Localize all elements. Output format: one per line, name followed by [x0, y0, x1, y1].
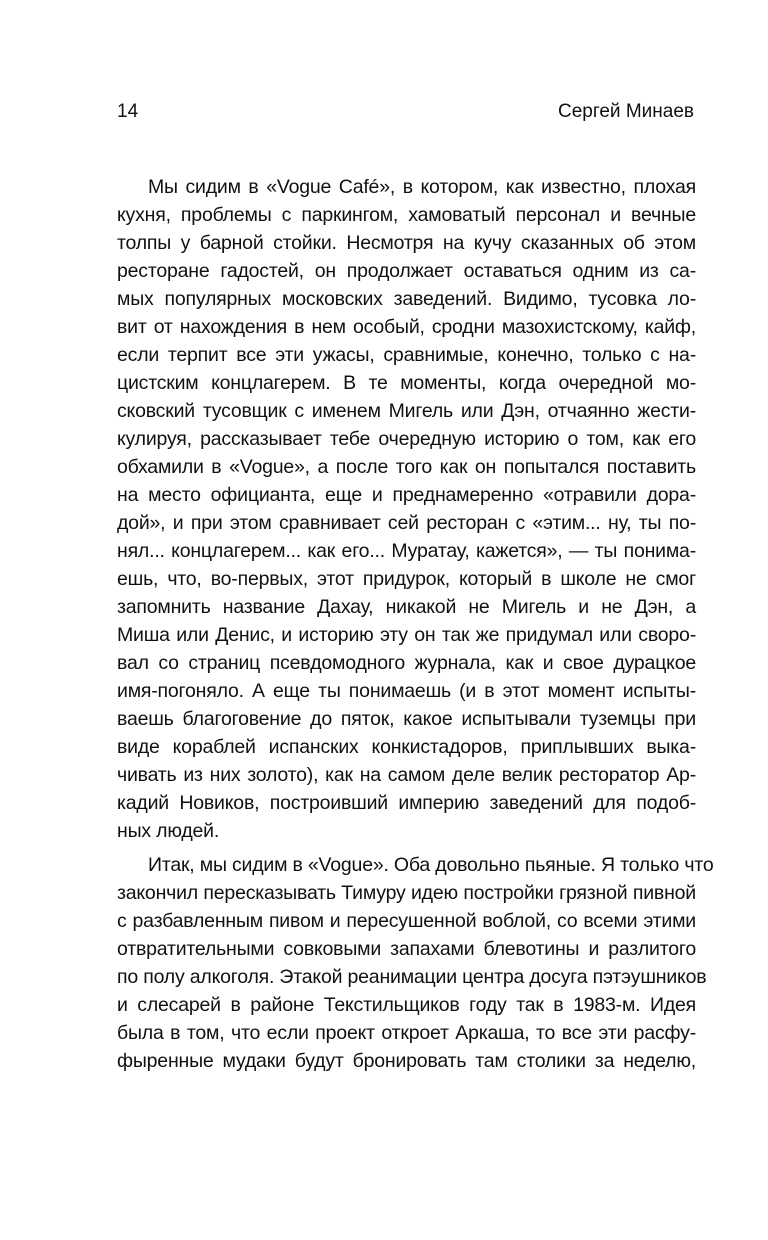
- text-line: если терпит все эти ужасы, сравнимые, конечно, только с на-: [117, 344, 696, 366]
- running-head-author: Сергей Минаев: [558, 101, 694, 122]
- text-line: нял... концлагерем... как его... Муратау, кажется», — ты понима-: [117, 540, 696, 562]
- text-line: ваешь благоговение до пяток, какое испытывали туземцы при: [117, 708, 696, 730]
- text-line: на место официанта, еще и преднамеренно «отравили дора-: [117, 484, 696, 506]
- text-line: цистским концлагерем. В те моменты, когда очередной мо-: [117, 372, 696, 394]
- text-line: мых популярных московских заведений. Видимо, тусовка ло-: [117, 288, 696, 310]
- text-line: Мы сидим в «Vogue Café», в котором, как известно, плохая: [148, 176, 696, 198]
- text-line: запомнить название Дахау, никакой не Мигель и не Дэн, а: [117, 596, 696, 618]
- text-line: ресторане гадостей, он продолжает оставаться одним из са-: [117, 260, 696, 282]
- text-line: закончил пересказывать Тимуру идею постройки грязной пивной: [117, 882, 696, 904]
- text-line: сковский тусовщик с именем Мигель или Дэн, отчаянно жести-: [117, 400, 696, 422]
- text-line: вит от нахождения в нем особый, сродни мазохистскому, кайф,: [117, 316, 696, 338]
- text-line: кадий Новиков, построивший империю заведений для подоб-: [117, 792, 696, 814]
- text-line: с разбавленным пивом и пересушенной воблой, со всеми этими: [117, 910, 696, 932]
- text-line: Итак, мы сидим в «Vogue». Оба довольно пьяные. Я только что: [148, 854, 714, 876]
- text-line: по полу алкоголя. Этакой реанимации центра досуга пэтэушников: [117, 966, 707, 988]
- text-line: обхамили в «Vogue», а после того как он попытался поставить: [117, 456, 696, 478]
- text-line: вал со страниц псевдомодного журнала, как и свое дурацкое: [117, 652, 696, 674]
- text-line: имя-погоняло. А еще ты понимаешь (и в этот момент испыты-: [117, 680, 696, 702]
- text-line: Миша или Денис, и историю эту он так же придумал или своро-: [117, 624, 696, 646]
- text-line: была в том, что если проект откроет Аркаша, то все эти расфу-: [117, 1022, 696, 1044]
- text-line: кухня, проблемы с паркингом, хамоватый персонал и вечные: [117, 204, 696, 226]
- text-line: кулируя, рассказывает тебе очередную историю о том, как его: [117, 428, 696, 450]
- page-number: 14: [117, 101, 139, 122]
- text-line: виде кораблей испанских конкистадоров, приплывших выка-: [117, 736, 696, 758]
- text-line: фыренные мудаки будут бронировать там столики за неделю,: [117, 1050, 696, 1072]
- text-line: отвратительными совковыми запахами блевотины и разлитого: [117, 938, 696, 960]
- text-line: и слесарей в районе Текстильщиков году так в 1983-м. Идея: [117, 994, 696, 1016]
- text-line: дой», и при этом сравнивает сей ресторан с «этим... ну, ты по-: [117, 512, 696, 534]
- text-line: толпы у барной стойки. Несмотря на кучу сказанных об этом: [117, 232, 696, 254]
- text-line: ных людей.: [117, 820, 220, 842]
- text-line: чивать из них золото), как на самом деле велик ресторатор Ар-: [117, 764, 696, 786]
- text-line: ешь, что, во-первых, этот придурок, который в школе не смог: [117, 568, 696, 590]
